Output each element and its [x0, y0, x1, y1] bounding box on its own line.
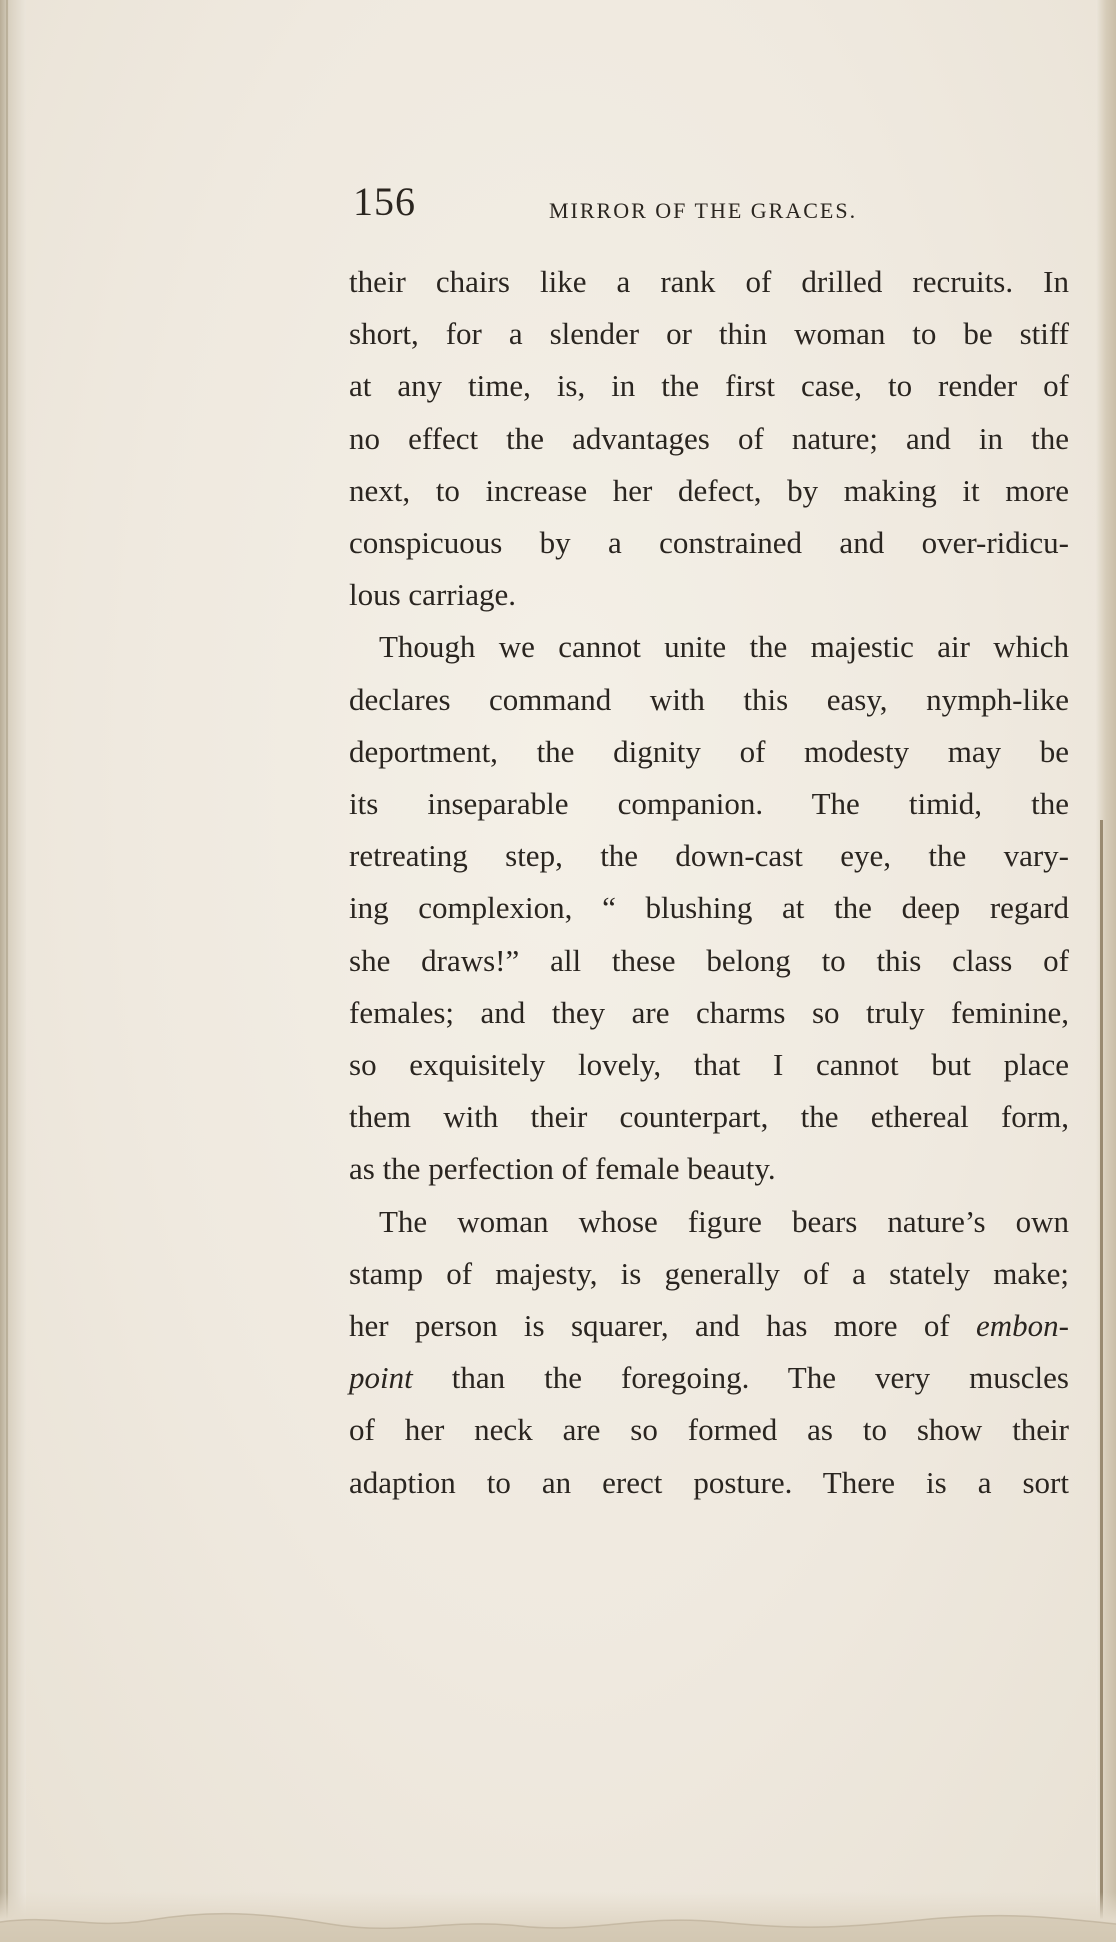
- text-line: deportment, the dignity of modesty may be: [349, 733, 1069, 769]
- text-segment: her person is squarer, and has more of: [349, 1308, 950, 1344]
- paragraph-1: [349, 256, 1069, 621]
- text-line: them with their counterpart, the ethereal form,: [349, 1099, 1069, 1135]
- text-line: its inseparable companion. The timid, the: [349, 786, 1069, 822]
- text-line: stamp of majesty, is generally of a stately make;: [349, 1255, 1069, 1291]
- text-line: declares command with this easy, nymph-like: [349, 681, 1069, 717]
- text-line: adaption to an erect posture. There is a sort: [349, 1464, 1069, 1500]
- text-line: at any time, is, in the first case, to render of: [349, 368, 1069, 404]
- text-line: females; and they are charms so truly feminine,: [349, 994, 1069, 1030]
- text-line: conspicuous by a constrained and over-ridicu-: [349, 525, 1069, 561]
- body-text: [349, 256, 1069, 1509]
- text-line: lous carriage.: [349, 577, 516, 613]
- text-line: The woman whose figure bears nature’s own: [379, 1203, 1069, 1239]
- text-line: Though we cannot unite the majestic air which: [379, 629, 1069, 665]
- text-line: short, for a slender or thin woman to be stiff: [349, 316, 1069, 352]
- text-line: no effect the advantages of nature; and in the: [349, 420, 1069, 456]
- torn-bottom-edge: [0, 1892, 1116, 1942]
- italic-word: embon-: [976, 1308, 1070, 1344]
- text-line: of her neck are so formed as to show their: [349, 1412, 1069, 1448]
- text-line: so exquisitely lovely, that I cannot but place: [349, 1047, 1069, 1083]
- binding-gutter: [0, 0, 26, 1942]
- paragraph-2: [349, 621, 1069, 1195]
- running-head: [353, 179, 1073, 242]
- text-line: [349, 1352, 1069, 1404]
- text-line: ing complexion, “ blushing at the deep regard: [349, 890, 1069, 926]
- text-line: she draws!” all these belong to this class of: [349, 942, 1069, 978]
- running-title: MIRROR OF THE GRACES.: [549, 198, 858, 223]
- text-line: their chairs like a rank of drilled recruits. In: [349, 264, 1069, 299]
- torn-edge-shape: [0, 1892, 1116, 1942]
- text-line: as the perfection of female beauty.: [349, 1151, 776, 1187]
- text-line: [349, 1300, 1069, 1352]
- text-line: next, to increase her defect, by making it more: [349, 472, 1069, 508]
- paragraph-3: [349, 1196, 1069, 1509]
- page-edge: [1096, 0, 1116, 1942]
- text-line: retreating step, the down-cast eye, the vary-: [349, 838, 1069, 874]
- text-segment: than the foregoing. The very muscles: [451, 1360, 1069, 1396]
- page-number: 156: [353, 179, 416, 224]
- italic-word: point: [349, 1360, 413, 1396]
